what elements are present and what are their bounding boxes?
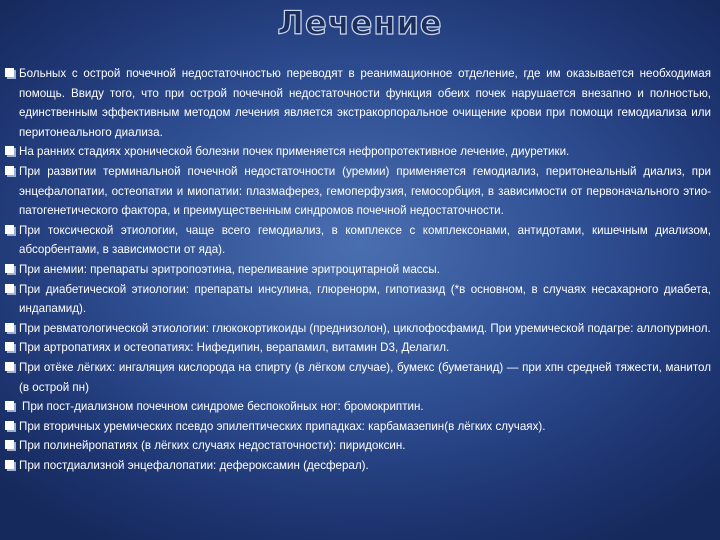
list-item-text: При артропатиях и остеопатиях: Нифедипин, верапамил, витамин D3, Делагил. [19, 341, 450, 355]
square-bullet-icon [5, 401, 14, 410]
list-item [5, 142, 711, 162]
square-bullet-icon [5, 440, 14, 449]
list-item-text: При диабетической этиологии: препараты инсулина, глюренорм, гипотиазид (*в основном, в случаях несахарного диабета, индапамид). [19, 282, 711, 316]
list-item-text: При постдиализной энцефалопатии: дефероксамин (десферал). [19, 458, 369, 472]
square-bullet-icon [5, 421, 14, 430]
square-bullet-icon [5, 146, 14, 155]
list-item-text: При вторичных уремических псевдо эпилептических припадках: карбамазепин(в лёгких случаях). [19, 419, 546, 433]
list-item-text: При отёке лёгких: ингаляция кислорода на спирту (в лёгком случае), бумекс (буметанид) — при хпн средней тяжести, манитол (в острой пн) [19, 360, 711, 394]
list-item [5, 260, 711, 280]
list-item [5, 221, 711, 260]
square-bullet-icon [5, 362, 14, 371]
list-item-text: При анемии: препараты эритропоэтина, переливание эритроцитарной массы. [19, 262, 440, 276]
list-item [5, 436, 711, 456]
list-item-text: При развитии терминальной почечной недостаточности (уремии) применяется гемодиализ, перитонеальный диализ, при энцефалопатии, остеопатии и миопатии: плазмаферез, гемоперфузия, гемосорбция, в зависимости от первоначального этио-патогенетического фактора, и преимущественным синдромов почечной недостаточности. [19, 164, 711, 218]
list-item [5, 417, 711, 437]
square-bullet-icon [5, 323, 14, 332]
list-item-text: При полинейропатиях (в лёгких случаях недостаточности): пиридоксин. [19, 439, 406, 453]
list-item [5, 338, 711, 358]
list-item [5, 280, 711, 319]
list-item [5, 319, 711, 339]
list-item-text: При ревматологической этиологии: глюкокортикоиды (преднизолон), циклофосфамид. При уремической подагре: аллопуринол. [19, 321, 711, 335]
square-bullet-icon [5, 68, 14, 77]
list-item [5, 456, 711, 476]
square-bullet-icon [5, 460, 14, 469]
slide-title: Лечение [277, 4, 443, 42]
bullet-list [5, 64, 711, 475]
list-item-text: Больных с острой почечной недостаточностью переводят в реанимационное отделение, где им оказывается необходимая помощь. Ввиду того, что при острой почечной недостаточности функция обеих почек нарушается внезапно и полностью, единственным эффективным методом лечения является экстракорпоральное очищение крови при помощи гемодиализа или перитонеального диализа. [19, 67, 711, 139]
square-bullet-icon [5, 342, 14, 351]
square-bullet-icon [5, 264, 14, 273]
list-item-text: На ранних стадиях хронической болезни почек применяется нефропротективное лечение, диуретики. [19, 145, 570, 159]
square-bullet-icon [5, 225, 14, 234]
list-item-text: При токсической этиологии, чаще всего гемодиализ, в комплексе с комплексонами, антидотами, кишечным диализом, абсорбентами, в зависимости от яда). [19, 223, 711, 257]
list-item [5, 64, 711, 142]
list-item [5, 397, 711, 417]
square-bullet-icon [5, 166, 14, 175]
list-item [5, 358, 711, 397]
square-bullet-icon [5, 284, 14, 293]
list-item-text: При пост-диализном почечном синдроме беспокойных ног: бромокриптин. [22, 400, 424, 414]
list-item [5, 162, 711, 221]
